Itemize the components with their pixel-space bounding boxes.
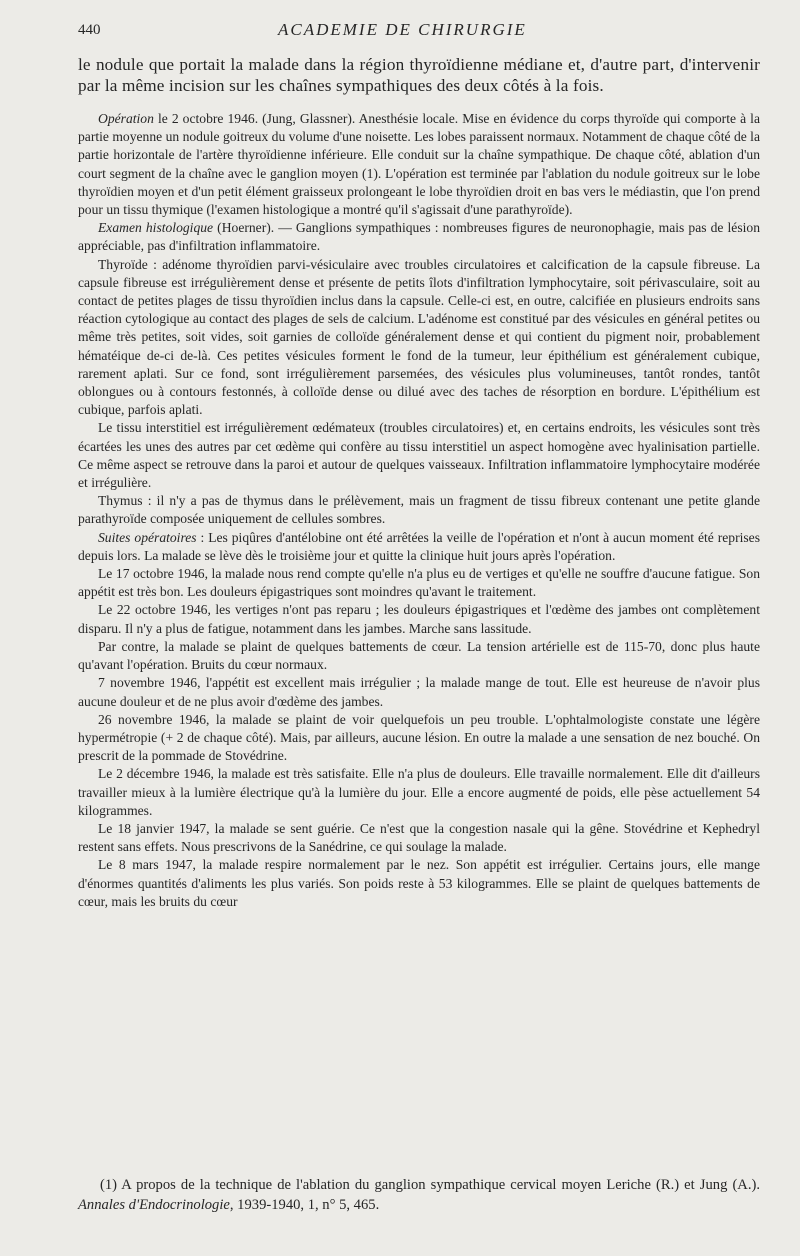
page-header <box>78 16 760 40</box>
lead-paragraph: le nodule que portait la malade dans la région thyroïdienne médiane et, d'autre part, d'intervenir par la même incision sur les chaînes sympathiques des deux côtés à la fois. <box>78 55 760 95</box>
body-text <box>78 110 760 911</box>
operation-paragraph <box>78 110 760 219</box>
paragraph: Le 22 octobre 1946, les vertiges n'ont pas reparu ; les douleurs épigastriques et l'œdème des jambes ont complètement disparu. Il n'y a plus de fatigue, notamment dans les jambes. Marche sans lassitude. <box>78 602 760 636</box>
footnote-text-before: (1) A propos de la technique de l'ablation du ganglion sympathique cervical moyen Leriche (R.) et Jung (A.). <box>100 1177 760 1193</box>
paragraph: Par contre, la malade se plaint de quelques battements de cœur. La tension artérielle est de 115-70, donc plus haute qu'avant l'opération. Bruits du cœur normaux. <box>78 638 760 673</box>
thyroide-paragraph: Thyroïde : adénome thyroïdien parvi-vésiculaire avec troubles circulatoires et calcification de la capsule fibreuse. La capsule fibreuse est irrégulièrement dense et présente de petits îlots d'infiltration lymphocytaire, soit périvasculaire, soit au contact de petites plages de tissu thyroïdien inclus dans la capsule. Celle-ci est, en outre, calcifiée en plusieurs endroits sans réaction cytologique au contact des plages de sels de calcium. L'adénome est constitué par des vésicules en général petites ou même très petites, soit vides, soit garnies de colloïde généralement dense et qui contient du pigment noir, probablement hématéique de-ci de-là. Ces petites vésicules forment le fond de la tumeur, leur épithélium est généralement cubique, rarement aplati. Sur ce fond, sont irrégulièrement parsemées, des vésicules plus volumineuses, tantôt rondes, tantôt oblongues ou à contours festonnés, à colloïde dense ou dilué avec des taches de résorption en bordure. L'épithélium est cubique, parfois aplati. <box>78 256 760 418</box>
suites-text: : Les piqûres d'antélobine ont été arrêtées la veille de l'opération et n'ont à aucun moment été reprises depuis lors. La malade se lève dès le troisième jour et quitte la clinique huit jours après l'opération. <box>78 529 760 563</box>
footnote-text <box>78 1175 760 1215</box>
footnote <box>78 1175 760 1215</box>
footnote-journal: Annales d'Endocrinologie <box>78 1197 230 1213</box>
exam-text: (Hoerner). — Ganglions sympathiques : nombreuses figures de neuronophagie, mais pas de lésion appréciable, pas d'infiltration inflammatoire. <box>78 220 760 254</box>
paragraph: 26 novembre 1946, la malade se plaint de voir quelquefois un peu trouble. L'ophtalmologiste constate une légère hypermétropie (+ 2 de chaque côté). Mais, par ailleurs, aucune lésion. En outre la malade a une sensation de nez bouché. On prescrit de la pommade de Stovédrine. <box>78 711 760 764</box>
tissu-paragraph: Le tissu interstitiel est irrégulièrement œdémateux (troubles circulatoires) et, en certains endroits, les vésicules sont très écartées les unes des autres par cet œdème qui confère au tissu interstitiel un aspect homogène avec hyalinisation partielle. Ce même aspect se retrouve dans la paroi et autour de quelques vaisseaux. Infiltration inflammatoire lymphocytaire modérée et irrégulière. <box>78 420 760 491</box>
paragraph: Le 8 mars 1947, la malade respire normalement par le nez. Son appétit est irrégulier. Certains jours, elle mange d'énormes quantités d'aliments les plus variés. Son poids reste à 53 kilogrammes. Elle se plaint de quelques battements de cœur, mais les bruits du cœur <box>78 857 760 909</box>
paragraph: 7 novembre 1946, l'appétit est excellent mais irrégulier ; la malade mange de tout. Elle est heureuse de n'avoir plus aucune douleur et de ne plus avoir d'œdème des jambes. <box>78 675 760 709</box>
running-head: ACADEMIE DE CHIRURGIE <box>278 20 527 39</box>
paragraph: Le 17 octobre 1946, la malade nous rend compte qu'elle n'a plus eu de vertiges et qu'elle ne souffre d'aucune fatigue. Son appétit est très bon. Les douleurs épigastriques sont moindres qu'avant le traitement. <box>78 566 760 600</box>
operation-label: Opération <box>98 111 154 126</box>
page-number: 440 <box>78 22 101 38</box>
footnote-text-after: , 1939-1940, 1, n° 5, 465. <box>229 1197 380 1213</box>
paragraph: Le 18 janvier 1947, la malade se sent guérie. Ce n'est que la congestion nasale qui la gêne. Stovédrine et Kephedryl restent sans effets. Nous prescrivons de la Sanédrine, ce qui soulage la malade. <box>78 820 760 855</box>
suites-label: Suites opératoires <box>98 529 197 545</box>
exam-label: Examen histologique <box>98 220 214 236</box>
thymus-paragraph: Thymus : il n'y a pas de thymus dans le prélèvement, mais un fragment de tissu fibreux contenant une petite glande parathyroïde composée uniquement de cellules sombres. <box>78 493 760 527</box>
suites-paragraph <box>78 529 760 565</box>
exam-paragraph <box>78 219 760 255</box>
operation-text: le 2 octobre 1946. (Jung, Glassner). Anesthésie locale. Mise en évidence du corps thyroïde qui comporte à la partie moyenne un nodule goitreux du volume d'une noisette. Les lobes paraissent normaux. Notamment de chaque côté de la partie horizontale de l'artère thyroïdienne inférieure. Elle conduit sur la chaîne sympathique. De chaque côté, ablation d'un court segment de la chaîne avec le ganglion moyen (1). L'opération est terminée par l'ablation du nodule goitreux sur le lobe thyroïdien moyen et d'un petit élément graisseux prolongeant le lobe thyroïdien droit en bas vers le médiastin, que l'on prend pour un tissu thymique (l'examen histologique a montré qu'il s'agissait d'une parathyroïde). <box>78 111 760 218</box>
paragraph: Le 2 décembre 1946, la malade est très satisfaite. Elle n'a plus de douleurs. Elle travaille normalement. Elle dit d'ailleurs travailler mieux à la lumière électrique qu'à la lumière du jour. Elle a encore augmenté de poids, elle pèse actuellement 54 kilogrammes. <box>78 766 760 818</box>
